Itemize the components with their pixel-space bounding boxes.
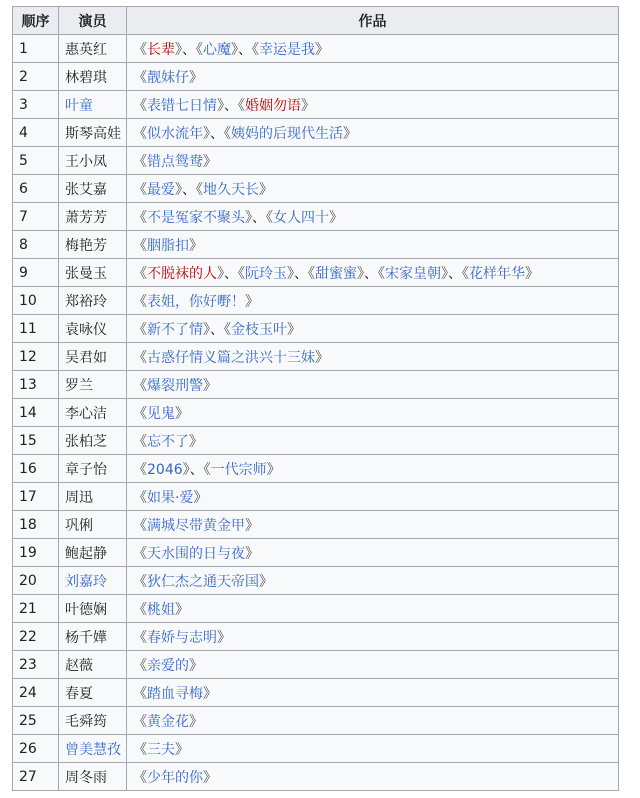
- order-cell: 1: [13, 35, 59, 63]
- actress-awards-table: [12, 6, 619, 791]
- works-cell: [127, 399, 619, 427]
- work-link[interactable]: 亲爱的: [147, 657, 189, 674]
- work-link[interactable]: 2046: [147, 461, 183, 478]
- work-link[interactable]: 心魔: [203, 41, 231, 58]
- table-row: [13, 91, 619, 119]
- title-bracket-open: 《: [133, 461, 147, 478]
- title-bracket-close: 》: [441, 265, 448, 282]
- works-cell: [127, 315, 619, 343]
- actor-cell: 萧芳芳: [59, 203, 127, 231]
- work-link-missing[interactable]: 不脱袜的人: [147, 265, 217, 282]
- work-link[interactable]: 甜蜜蜜: [315, 265, 357, 282]
- title-bracket-close: 》: [245, 517, 259, 534]
- title-bracket-open: 《: [133, 69, 147, 86]
- actor-cell: 惠英红: [59, 35, 127, 63]
- title-bracket-open: 《: [133, 517, 147, 534]
- title-bracket-open: 《: [224, 125, 231, 142]
- order-cell: 8: [13, 231, 59, 259]
- order-cell: 3: [13, 91, 59, 119]
- table-row: [13, 119, 619, 147]
- title-bracket-close: 》: [245, 293, 259, 310]
- separator: 、: [210, 321, 224, 338]
- order-cell: 9: [13, 259, 59, 287]
- title-bracket-close: 》: [175, 181, 182, 198]
- work-link-missing[interactable]: 婚姻勿语: [245, 97, 301, 114]
- title-bracket-close: 》: [189, 69, 203, 86]
- order-cell: 17: [13, 483, 59, 511]
- table-row: [13, 763, 619, 791]
- work-link[interactable]: 阮玲玉: [245, 265, 287, 282]
- order-cell: 27: [13, 763, 59, 791]
- title-bracket-close: 》: [231, 41, 238, 58]
- order-cell: 23: [13, 651, 59, 679]
- order-cell: 5: [13, 147, 59, 175]
- work-link[interactable]: 爆裂刑警: [147, 377, 203, 394]
- table-row: [13, 539, 619, 567]
- title-bracket-close: 》: [175, 41, 182, 58]
- order-cell: 24: [13, 679, 59, 707]
- title-bracket-open: 《: [133, 489, 147, 506]
- order-cell: 11: [13, 315, 59, 343]
- actor-cell: 斯琴高娃: [59, 119, 127, 147]
- title-bracket-close: 》: [245, 545, 259, 562]
- table-row: [13, 707, 619, 735]
- actor-cell: 林碧琪: [59, 63, 127, 91]
- actor-cell: 李心洁: [59, 399, 127, 427]
- works-cell: [127, 203, 619, 231]
- table-row: [13, 595, 619, 623]
- table-row: [13, 287, 619, 315]
- actor-cell: 章子怡: [59, 455, 127, 483]
- order-cell: 14: [13, 399, 59, 427]
- work-link[interactable]: 靓妹仔: [147, 69, 189, 86]
- title-bracket-close: 》: [287, 321, 301, 338]
- title-bracket-open: 《: [133, 377, 147, 394]
- title-bracket-close: 》: [175, 405, 189, 422]
- order-cell: 13: [13, 371, 59, 399]
- title-bracket-open: 《: [133, 209, 147, 226]
- title-bracket-close: 》: [189, 237, 203, 254]
- works-cell: [127, 707, 619, 735]
- table-row: [13, 455, 619, 483]
- order-cell: 26: [13, 735, 59, 763]
- works-cell: [127, 147, 619, 175]
- title-bracket-open: 《: [133, 629, 147, 646]
- work-link[interactable]: 不是冤家不聚头: [147, 209, 245, 226]
- actor-cell: 叶德娴: [59, 595, 127, 623]
- work-link[interactable]: 狄仁杰之通天帝国: [147, 573, 259, 590]
- title-bracket-close: 》: [217, 97, 224, 114]
- title-bracket-close: 》: [245, 209, 252, 226]
- title-bracket-close: 》: [343, 125, 357, 142]
- title-bracket-close: 》: [193, 489, 208, 506]
- works-cell: [127, 735, 619, 763]
- title-bracket-open: 《: [196, 41, 203, 58]
- works-cell: [127, 343, 619, 371]
- title-bracket-open: 《: [133, 433, 147, 450]
- table-row: [13, 679, 619, 707]
- work-link[interactable]: 满城尽带黄金甲: [147, 517, 245, 534]
- table-row: [13, 259, 619, 287]
- works-cell: [127, 287, 619, 315]
- works-cell: [127, 595, 619, 623]
- title-bracket-open: 《: [133, 685, 147, 702]
- title-bracket-open: 《: [133, 545, 147, 562]
- works-cell: [127, 427, 619, 455]
- title-bracket-open: 《: [133, 321, 147, 338]
- actor-cell: 郑裕玲: [59, 287, 127, 315]
- separator: 、: [364, 265, 378, 282]
- table-row: [13, 511, 619, 539]
- separator: 、: [210, 125, 224, 142]
- table-body: [13, 35, 619, 791]
- separator: 、: [238, 41, 252, 58]
- title-bracket-open: 《: [203, 461, 211, 478]
- order-cell: 22: [13, 623, 59, 651]
- title-bracket-close: 》: [266, 461, 281, 478]
- works-cell: [127, 651, 619, 679]
- table-row: [13, 63, 619, 91]
- title-bracket-open: 《: [133, 657, 147, 674]
- work-link[interactable]: 见鬼: [147, 405, 175, 422]
- order-cell: 16: [13, 455, 59, 483]
- work-link[interactable]: 桃姐: [147, 601, 175, 618]
- table-row: [13, 343, 619, 371]
- title-bracket-open: 《: [196, 181, 203, 198]
- work-link[interactable]: 古惑仔情义篇之洪兴十三妹: [147, 349, 315, 366]
- actor-cell: 春夏: [59, 679, 127, 707]
- title-bracket-open: 《: [238, 97, 245, 114]
- order-cell: 18: [13, 511, 59, 539]
- work-link[interactable]: 表错七日情: [147, 97, 217, 114]
- work-link-missing[interactable]: 长辈: [147, 41, 175, 58]
- works-cell: [127, 119, 619, 147]
- title-bracket-open: 《: [133, 41, 147, 58]
- table-row: [13, 203, 619, 231]
- work-link[interactable]: 黄金花: [147, 713, 189, 730]
- work-link[interactable]: 胭脂扣: [147, 237, 189, 254]
- work-link[interactable]: 地久天长: [203, 181, 259, 198]
- actor-cell: 周冬雨: [59, 763, 127, 791]
- works-cell: [127, 35, 619, 63]
- work-link[interactable]: 春娇与志明: [147, 629, 217, 646]
- title-bracket-open: 《: [133, 601, 147, 618]
- works-cell: [127, 763, 619, 791]
- work-link[interactable]: 如果·爱: [147, 489, 194, 506]
- actor-cell: 赵薇: [59, 651, 127, 679]
- table-row: [13, 147, 619, 175]
- order-cell: 20: [13, 567, 59, 595]
- header-row: [13, 7, 619, 35]
- works-cell: [127, 231, 619, 259]
- separator: 、: [294, 265, 308, 282]
- title-bracket-close: 》: [259, 181, 273, 198]
- title-bracket-close: 》: [315, 41, 329, 58]
- actor-cell: 张柏芝: [59, 427, 127, 455]
- actor-cell: 罗兰: [59, 371, 127, 399]
- title-bracket-close: 》: [203, 321, 210, 338]
- actor-cell: 巩俐: [59, 511, 127, 539]
- works-cell: [127, 483, 619, 511]
- title-bracket-close: 》: [525, 265, 539, 282]
- title-bracket-open: 《: [133, 349, 147, 366]
- table-row: [13, 231, 619, 259]
- actor-cell: 张艾嘉: [59, 175, 127, 203]
- works-cell: [127, 567, 619, 595]
- actor-cell: 鲍起静: [59, 539, 127, 567]
- order-cell: 19: [13, 539, 59, 567]
- title-bracket-close: 》: [189, 433, 203, 450]
- title-bracket-open: 《: [133, 293, 147, 310]
- works-cell: [127, 455, 619, 483]
- table-row: [13, 651, 619, 679]
- title-bracket-open: 《: [378, 265, 385, 282]
- actor-cell: 张曼玉: [59, 259, 127, 287]
- title-bracket-open: 《: [133, 769, 147, 786]
- actor-cell: 周迅: [59, 483, 127, 511]
- work-link[interactable]: 女人四十: [273, 209, 329, 226]
- separator: 、: [252, 209, 266, 226]
- work-link[interactable]: 似水流年: [147, 125, 203, 142]
- works-cell: [127, 679, 619, 707]
- work-link[interactable]: 错点鸳鸯: [147, 153, 203, 170]
- works-cell: [127, 539, 619, 567]
- header-actor[interactable]: 演员: [59, 7, 127, 35]
- actor-cell: 袁咏仪: [59, 315, 127, 343]
- actor-cell[interactable]: 刘嘉玲: [59, 567, 127, 595]
- title-bracket-open: 《: [133, 125, 147, 142]
- title-bracket-close: 》: [203, 153, 217, 170]
- title-bracket-close: 》: [175, 601, 189, 618]
- work-link[interactable]: 金枝玉叶: [231, 321, 287, 338]
- title-bracket-close: 》: [182, 461, 190, 478]
- table-row: [13, 315, 619, 343]
- title-bracket-open: 《: [462, 265, 469, 282]
- table-row: [13, 175, 619, 203]
- work-link[interactable]: 表姐，你好嘢！: [147, 293, 245, 310]
- title-bracket-open: 《: [224, 321, 231, 338]
- title-bracket-close: 》: [175, 741, 189, 758]
- separator: 、: [189, 461, 204, 478]
- order-cell: 2: [13, 63, 59, 91]
- title-bracket-close: 》: [217, 629, 231, 646]
- order-cell: 12: [13, 343, 59, 371]
- title-bracket-close: 》: [203, 685, 217, 702]
- title-bracket-close: 》: [203, 377, 217, 394]
- table-row: [13, 399, 619, 427]
- actor-cell: 毛舜筠: [59, 707, 127, 735]
- works-cell: [127, 175, 619, 203]
- works-cell: [127, 623, 619, 651]
- title-bracket-close: 》: [203, 125, 210, 142]
- separator: 、: [224, 265, 238, 282]
- title-bracket-open: 《: [133, 97, 147, 114]
- work-link[interactable]: 姨妈的后现代生活: [231, 125, 343, 142]
- title-bracket-close: 》: [189, 713, 203, 730]
- actor-cell: 王小凤: [59, 147, 127, 175]
- title-bracket-open: 《: [133, 405, 147, 422]
- title-bracket-open: 《: [133, 741, 147, 758]
- title-bracket-close: 》: [329, 209, 343, 226]
- actor-cell: 杨千嬅: [59, 623, 127, 651]
- work-link[interactable]: 三夫: [147, 741, 175, 758]
- work-link[interactable]: 忘不了: [147, 433, 189, 450]
- works-cell: [127, 63, 619, 91]
- work-link[interactable]: 最爱: [147, 181, 175, 198]
- title-bracket-close: 》: [217, 265, 224, 282]
- actor-cell: 吴君如: [59, 343, 127, 371]
- work-link[interactable]: 幸运是我: [259, 41, 315, 58]
- order-cell: 15: [13, 427, 59, 455]
- title-bracket-open: 《: [133, 181, 147, 198]
- title-bracket-open: 《: [252, 41, 259, 58]
- table-row: [13, 623, 619, 651]
- order-cell: 6: [13, 175, 59, 203]
- order-cell: 10: [13, 287, 59, 315]
- works-cell: [127, 91, 619, 119]
- table-row: [13, 567, 619, 595]
- order-cell: 21: [13, 595, 59, 623]
- header-order[interactable]: 顺序: [13, 7, 59, 35]
- actor-cell[interactable]: 曾美慧孜: [59, 735, 127, 763]
- works-cell: [127, 371, 619, 399]
- order-cell: 4: [13, 119, 59, 147]
- title-bracket-open: 《: [238, 265, 245, 282]
- work-link[interactable]: 花样年华: [469, 265, 525, 282]
- title-bracket-close: 》: [203, 769, 217, 786]
- title-bracket-open: 《: [133, 713, 147, 730]
- title-bracket-open: 《: [133, 265, 147, 282]
- title-bracket-close: 》: [189, 657, 203, 674]
- table-row: [13, 427, 619, 455]
- title-bracket-close: 》: [301, 97, 315, 114]
- work-link[interactable]: 一代宗师: [210, 461, 267, 478]
- separator: 、: [182, 41, 196, 58]
- work-link[interactable]: 踏血寻梅: [147, 685, 203, 702]
- order-cell: 25: [13, 707, 59, 735]
- title-bracket-close: 》: [315, 349, 329, 366]
- title-bracket-open: 《: [133, 573, 147, 590]
- work-link[interactable]: 宋家皇朝: [385, 265, 441, 282]
- title-bracket-close: 》: [357, 265, 364, 282]
- title-bracket-close: 》: [259, 573, 273, 590]
- works-cell: [127, 259, 619, 287]
- title-bracket-open: 《: [133, 153, 147, 170]
- table-row: [13, 735, 619, 763]
- separator: 、: [224, 97, 238, 114]
- table-row: [13, 371, 619, 399]
- work-link[interactable]: 天水围的日与夜: [147, 545, 245, 562]
- order-cell: 7: [13, 203, 59, 231]
- title-bracket-close: 》: [287, 265, 294, 282]
- title-bracket-open: 《: [308, 265, 315, 282]
- work-link[interactable]: 新不了情: [147, 321, 203, 338]
- title-bracket-open: 《: [266, 209, 273, 226]
- table-row: [13, 35, 619, 63]
- table-row: [13, 483, 619, 511]
- works-cell: [127, 511, 619, 539]
- title-bracket-open: 《: [133, 237, 147, 254]
- actor-cell[interactable]: 叶童: [59, 91, 127, 119]
- header-works[interactable]: 作品: [127, 7, 619, 35]
- separator: 、: [182, 181, 196, 198]
- separator: 、: [448, 265, 462, 282]
- work-link[interactable]: 少年的你: [147, 769, 203, 786]
- actor-cell: 梅艳芳: [59, 231, 127, 259]
